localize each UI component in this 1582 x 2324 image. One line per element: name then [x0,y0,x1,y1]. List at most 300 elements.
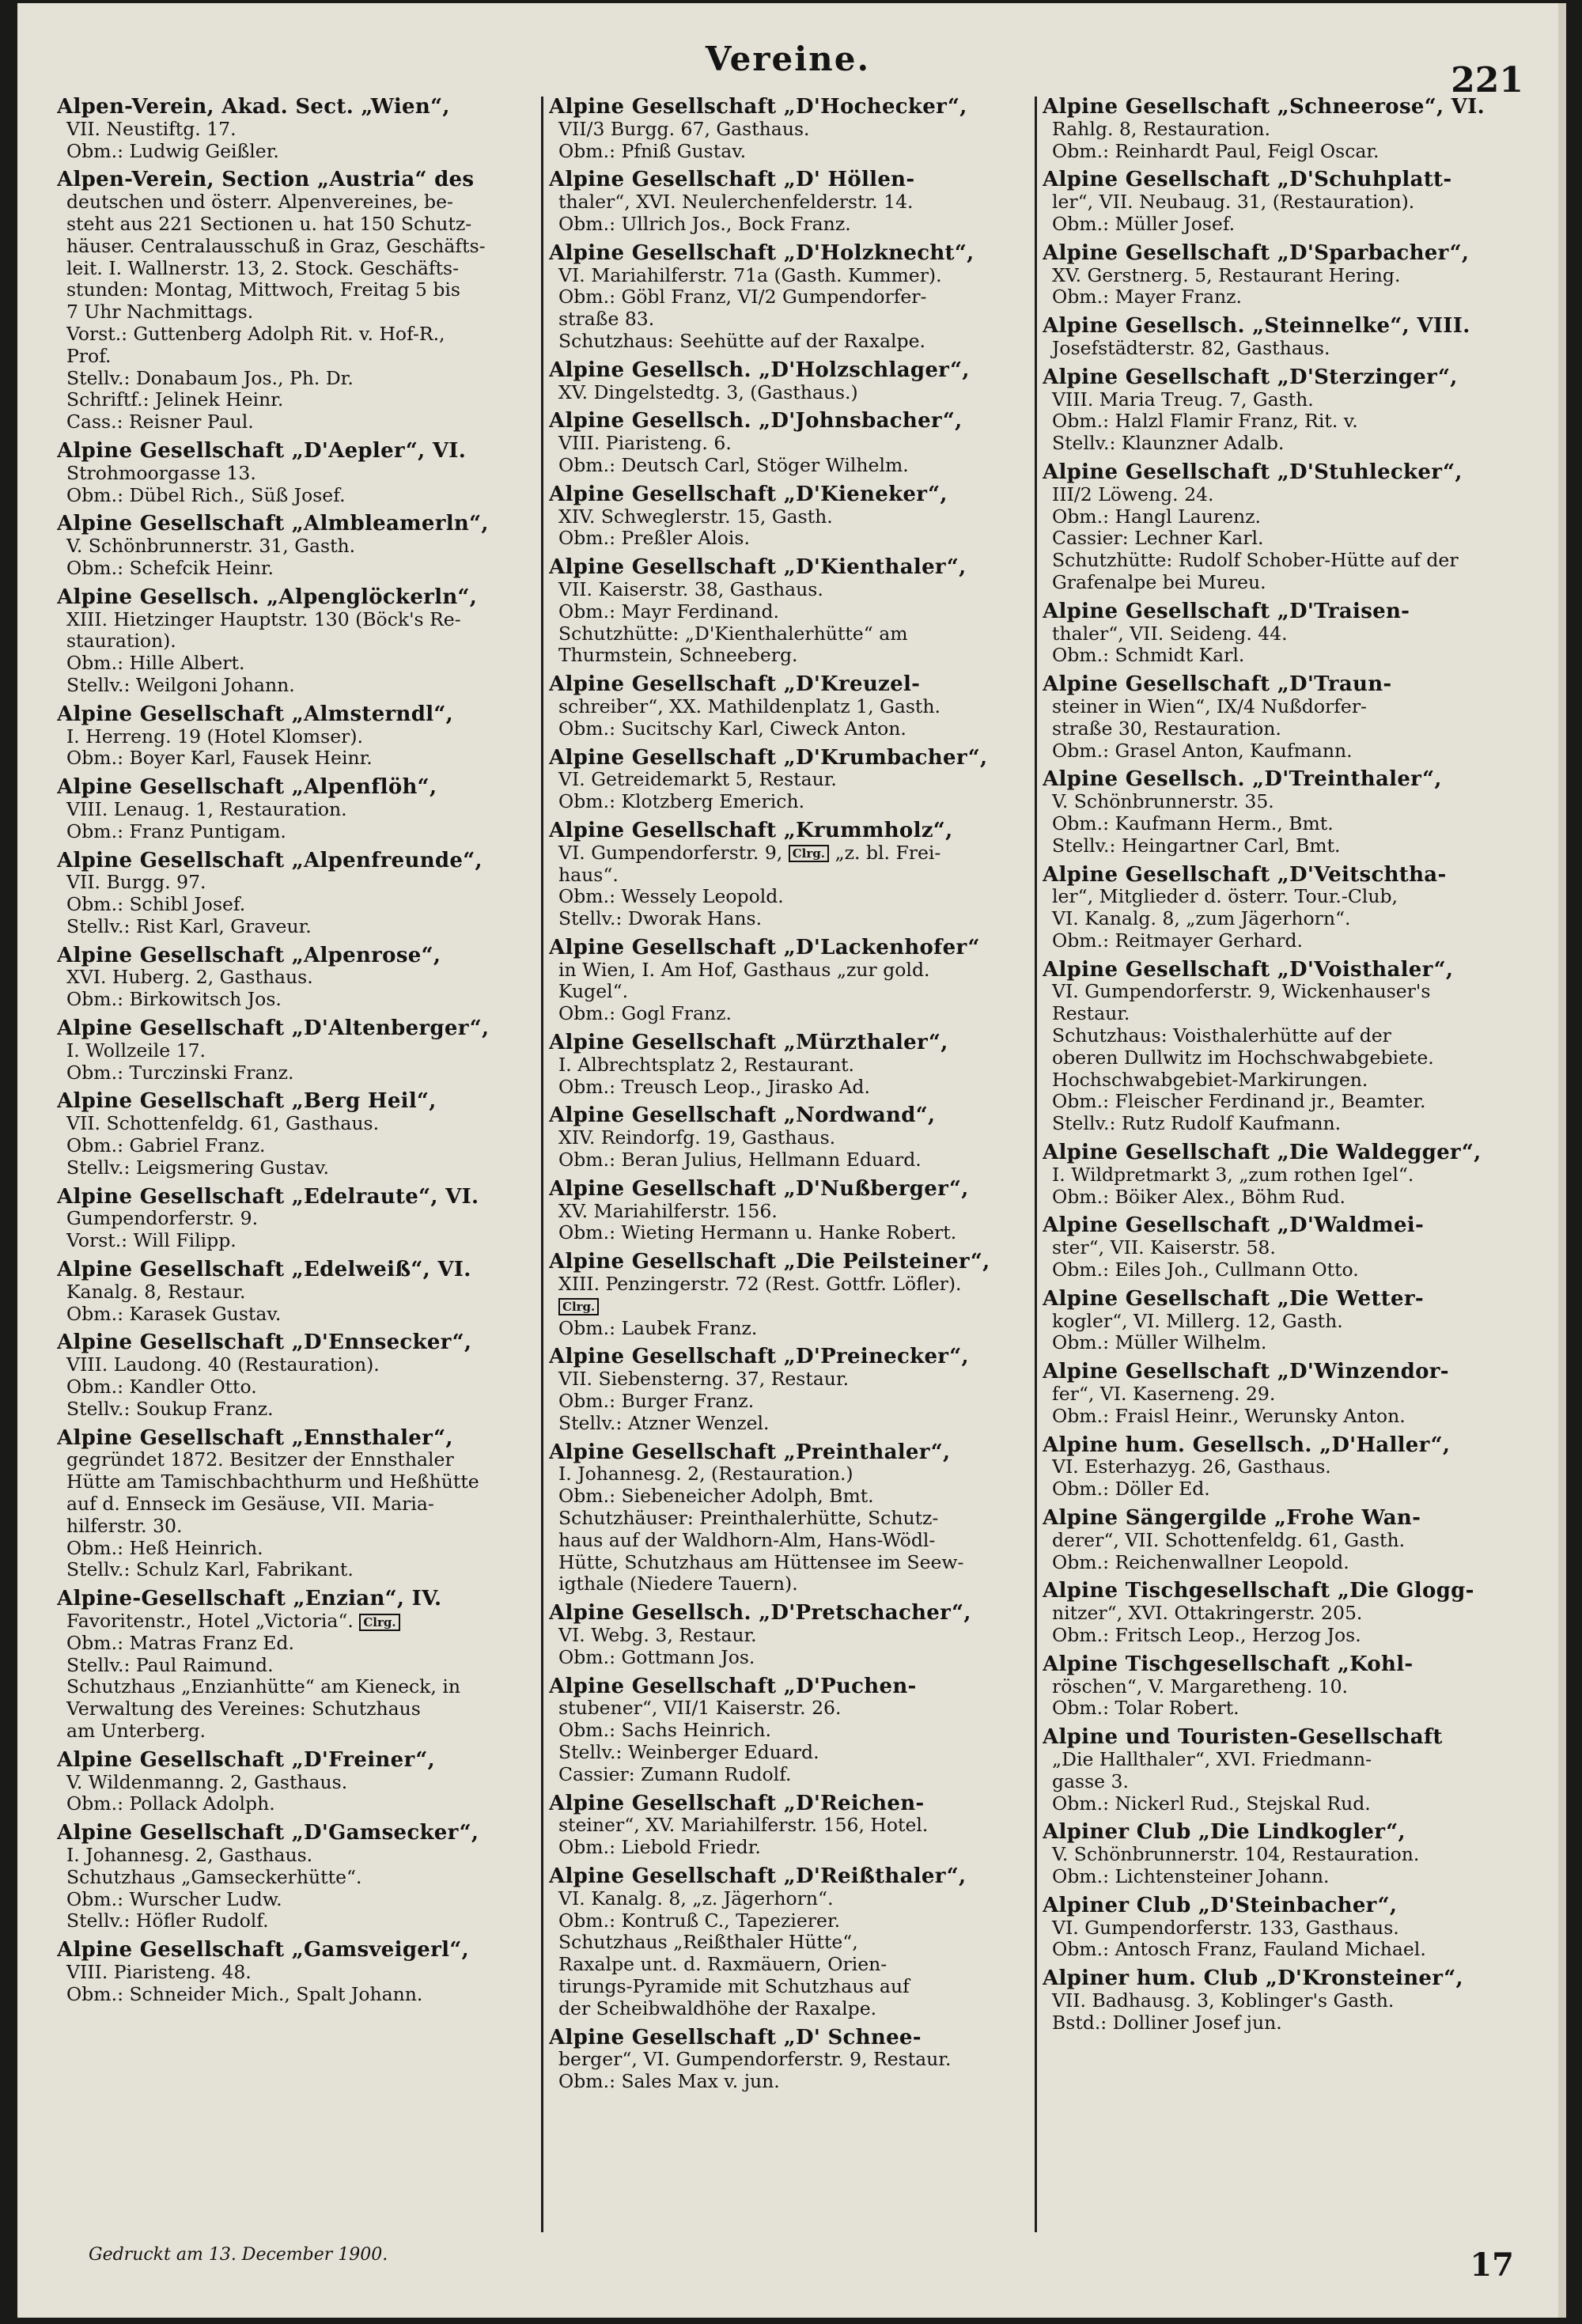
club-name: Alpine Gesellschaft „D'Kreuzel- [549,674,921,696]
club-name: Alpine Gesellschaft „Gamsveigerl“, [57,1940,469,1962]
club-entry [549,243,1035,353]
page-number: 221 [1451,60,1523,100]
club-name: Alpine Gesellschaft „D'Waldmei- [1043,1215,1425,1238]
clearing-stamp: Clrg. [789,845,829,862]
club-detail: Obm.: Karasek Gustav. [66,1303,282,1325]
club-detail: Schutzhaus „Gamseckerhütte“. [66,1866,362,1888]
club-name: Alpine Gesellsch. „Alpenglöckerln“, [57,586,478,609]
club-detail: haus auf der Waldhorn-Alm, Hans-Wödl- [558,1529,936,1551]
club-detail: Hochschwabgebiet-Markirungen. [1052,1069,1368,1091]
club-entry [1043,1968,1528,2034]
club-detail: VII/3 Burgg. 67, Gasthaus. [558,118,810,140]
club-detail: Stellv.: Weilgoni Johann. [66,674,295,696]
club-detail: Obm.: Gottmann Jos. [558,1646,755,1668]
club-detail: Prof. [66,345,112,367]
club-detail: Thurmstein, Schneeberg. [558,645,798,667]
club-detail: Schutzhaus „Reißthaler Hütte“, [558,1932,858,1954]
club-detail: Obm.: Müller Wilhelm. [1052,1332,1267,1354]
club-entry [1043,1289,1528,1354]
club-entry [549,1676,1035,1786]
club-name: Alpine Gesellsch. „D'Holzschlager“, [549,359,970,382]
club-entry [1043,243,1528,308]
club-detail: XVI. Huberg. 2, Gasthaus. [66,967,313,989]
club-entry [1043,1142,1528,1208]
club-name: Alpine Gesellschaft „D' Höllen- [549,169,915,192]
club-entry [57,1822,543,1932]
club-detail: Stellv.: Atzner Wenzel. [558,1412,770,1434]
club-entry [57,1091,543,1179]
club-detail: Obm.: Turczinski Franz. [66,1062,294,1084]
club-detail: Obm.: Sachs Heinrich. [558,1720,771,1742]
clearing-stamp: Clrg. [359,1614,399,1631]
club-detail: VIII. Piaristeng. 6. [558,433,732,455]
club-name: Alpine Gesellschaft „D' Schnee- [549,2027,922,2050]
club-detail: Obm.: Lichtensteiner Johann. [1052,1865,1330,1887]
club-entry [1043,1654,1528,1720]
club-name: Alpine Gesellschaft „Nordwand“, [549,1105,936,1128]
club-detail: steht aus 221 Sectionen u. hat 150 Schutz- [66,213,472,235]
club-entry [549,937,1035,1025]
club-detail: VIII. Laudong. 40 (Restauration). [66,1354,380,1376]
club-detail: am Unterberg. [66,1720,206,1742]
club-name: Alpine Gesellschaft „Die Peilsteiner“, [549,1251,990,1274]
club-detail: III/2 Löweng. 24. [1052,483,1214,505]
page-title: Vereine. [705,40,871,78]
club-entry [549,1346,1035,1434]
club-entry [1043,1435,1528,1501]
club-entry [549,820,1035,930]
club-entry [549,360,1035,404]
club-detail: Bstd.: Dolliner Josef jun. [1052,2012,1282,2034]
club-detail: Obm.: Kontruß C., Tapezierer. [558,1910,841,1932]
club-detail: Stellv.: Weinberger Eduard. [558,1741,819,1763]
club-detail: V. Schönbrunnerstr. 31, Gasth. [66,536,356,558]
club-detail: Obm.: Reichenwallner Leopold. [1052,1551,1349,1573]
club-detail: Stellv.: Leigsmering Gustav. [66,1156,329,1179]
club-detail: Obm.: Matras Franz Ed. [66,1632,294,1654]
club-detail: V. Wildenmanng. 2, Gasthaus. [66,1771,348,1793]
club-detail: Kugel“. [558,981,629,1003]
club-entry [549,2027,1035,2093]
club-name: Alpine Gesellschaft „D'Winzendor- [1043,1361,1449,1384]
club-name: Alpiner hum. Club „D'Kronsteiner“, [1043,1968,1463,1990]
club-detail: I. Albrechtsplatz 2, Restaurant. [558,1054,854,1076]
club-detail: schreiber“, XX. Mathildenplatz 1, Gasth. [558,695,940,717]
club-detail: Obm.: Reitmayer Gerhard. [1052,929,1303,952]
club-name: Alpine Gesellschaft „D'Lackenhofer“ [549,937,980,960]
club-detail: VII. Neustiftg. 17. [66,118,237,140]
club-detail: Kanalg. 8, Restaur. [66,1281,246,1303]
club-detail: steiner“, XV. Mariahilferstr. 156, Hotel. [558,1815,929,1837]
club-entry [549,411,1035,476]
club-detail: XIV. Reindorfg. 19, Gasthaus. [558,1127,836,1149]
club-entry [57,1940,543,2005]
club-detail: I. Herreng. 19 (Hotel Klomser). [66,725,363,748]
club-entry [1043,960,1528,1135]
club-entry [549,1032,1035,1098]
club-name: Alpine Gesellschaft „D'Veitschtha- [1043,864,1447,887]
club-detail: Obm.: Pfniß Gustav. [558,140,747,162]
club-name: Alpine Gesellschaft „Mürzthaler“, [549,1032,948,1054]
club-detail: stunden: Montag, Mittwoch, Freitag 5 bis [66,279,460,301]
club-entry [1043,674,1528,762]
club-entry [57,1588,543,1743]
club-detail: VI. Kanalg. 8, „zum Jägerhorn“. [1052,908,1351,930]
club-detail: stauration). [66,630,176,653]
club-name: Alpine Sängergilde „Frohe Wan- [1043,1508,1421,1530]
club-name: Alpen-Verein, Akad. Sect. „Wien“, [57,97,450,119]
club-detail: Obm.: Gogl Franz. [558,1003,732,1025]
club-name: Alpiner Club „D'Steinbacher“, [1043,1894,1398,1917]
club-entry [1043,1215,1528,1281]
club-detail: Cass.: Reisner Paul. [66,411,254,433]
club-detail: XIV. Schweglerstr. 15, Gasth. [558,505,833,528]
club-detail: Obm.: Sales Max v. jun. [558,2071,780,2093]
club-detail: Obm.: Preßler Alois. [558,528,750,550]
club-entry [57,513,543,579]
club-detail: Obm.: Ludwig Geißler. [66,140,279,162]
club-entry [549,1179,1035,1244]
club-detail: igthale (Niedere Tauern). [558,1573,798,1595]
club-entry [549,748,1035,813]
club-name: Alpiner Club „Die Lindkogler“, [1043,1822,1406,1845]
club-detail: Schutzhaus: Voisthalerhütte auf der [1052,1025,1391,1047]
club-detail: fer“, VI. Kaserneng. 29. [1052,1383,1276,1406]
club-name: Alpine Gesellschaft „Edelweiß“, VI. [57,1259,471,1281]
club-detail: berger“, VI. Gumpendorferstr. 9, Restaur. [558,2049,952,2071]
club-detail: kogler“, VI. Millerg. 12, Gasth. [1052,1310,1343,1332]
club-detail: hilferstr. 30. [66,1515,183,1537]
club-detail: Verwaltung des Vereines: Schutzhaus [66,1698,421,1720]
club-detail: ler“, Mitglieder d. österr. Tour.-Club, [1052,886,1398,908]
club-detail: straße 30, Restauration. [1052,717,1281,740]
club-name: Alpine Tischgesellschaft „Die Glogg- [1043,1580,1474,1603]
club-detail: Obm.: Gabriel Franz. [66,1135,266,1157]
club-detail: Schutzhäuser: Preinthalerhütte, Schutz- [558,1508,939,1530]
club-name: Alpine Gesellschaft „Alpenfreunde“, [57,850,483,872]
club-detail: ler“, VII. Neubaug. 31, (Restauration). [1052,191,1415,214]
club-detail: Obm.: Heß Heinrich. [66,1537,263,1559]
club-detail: Obm.: Ullrich Jos., Bock Franz. [558,213,851,235]
club-detail: VI. Getreidemarkt 5, Restaur. [558,769,837,791]
club-detail: I. Johannesg. 2, Gasthaus. [66,1844,313,1866]
club-name: Alpine Gesellschaft „D'Traun- [1043,674,1392,696]
club-entry [549,1866,1035,2020]
club-entry [1043,1822,1528,1887]
club-name: Alpine Gesellschaft „Alpenrose“, [57,944,441,967]
club-detail: VI. Webg. 3, Restaur. [558,1625,757,1646]
club-name: Alpine Gesellschaft „D'Gamsecker“, [57,1822,479,1845]
sheet-number: 17 [1470,2246,1514,2284]
club-detail: Obm.: Böiker Alex., Böhm Rud. [1052,1186,1345,1208]
club-name: Alpine Gesellschaft „D'Ennsecker“, [57,1332,472,1355]
club-detail: thaler“, XVI. Neulerchenfelderstr. 14. [558,191,914,214]
column-right [1043,97,1528,2042]
club-detail: Obm.: Boyer Karl, Fausek Heinr. [66,748,373,770]
club-detail: Stellv.: Paul Raimund. [66,1654,274,1676]
club-name: Alpine Gesellschaft „D'Voisthaler“, [1043,959,1454,982]
club-detail: Obm.: Kaufmann Herm., Bmt. [1052,812,1334,835]
club-name: Alpine Gesellschaft „Schneerose“, VI. [1043,97,1485,119]
club-entry [1043,1508,1528,1573]
club-entry [549,1442,1035,1596]
club-detail: VI. Gumpendorferstr. 133, Gasthaus. [1052,1917,1399,1939]
club-detail: Obm.: Hille Albert. [66,653,245,675]
club-entry [57,777,543,842]
club-detail: Stellv.: Soukup Franz. [66,1398,274,1420]
club-name: Alpine Gesellsch. „Steinnelke“, VIII. [1043,316,1470,338]
club-entry [57,97,543,162]
clearing-stamp: Clrg. [558,1298,599,1315]
club-entry [1043,601,1528,667]
club-detail: deutschen und österr. Alpenvereines, be- [66,191,453,214]
club-detail: gasse 3. [1052,1770,1129,1792]
club-detail: XIII. Penzingerstr. 72 (Rest. Gottfr. Löfler). [558,1274,962,1296]
club-detail: VII. Badhausg. 3, Koblinger's Gasth. [1052,1989,1395,2012]
club-name: Alpine Gesellschaft „D'Altenberger“, [57,1018,490,1040]
club-name: Alpen-Verein, Section „Austria“ des [57,169,475,192]
club-entry [57,945,543,1011]
club-name: Alpine Gesellschaft „Alpenflöh“, [57,777,437,799]
club-entry [549,169,1035,235]
club-detail: Stellv.: Schulz Karl, Fabrikant. [66,1559,354,1581]
club-entry [1043,1580,1528,1646]
club-detail: I. Johannesg. 2, (Restauration.) [558,1463,853,1486]
club-name: Alpine Gesellschaft „D'Traisen- [1043,600,1410,623]
club-detail: ster“, VII. Kaiserstr. 58. [1052,1237,1276,1259]
club-detail: Obm.: Göbl Franz, VI/2 Gumpendorfer- [558,286,927,308]
club-name: Alpine Gesellschaft „Die Wetter- [1043,1288,1424,1311]
club-detail: I. Wollzeile 17. [66,1039,206,1062]
club-entry [57,1018,543,1084]
club-detail: VI. Mariahilferstr. 71a (Gasth. Kummer). [558,264,942,286]
club-detail: röschen“, V. Margaretheng. 10. [1052,1675,1349,1698]
club-entry [1043,1895,1528,1961]
club-entry [57,1332,543,1420]
club-detail: Obm.: Schneider Mich., Spalt Johann. [66,1983,423,2005]
club-detail: tirungs-Pyramide mit Schutzhaus auf [558,1975,910,1997]
club-detail: Obm.: Wessely Leopold. [558,886,784,908]
club-detail: haus“. [558,864,619,886]
club-detail: VII. Schottenfeldg. 61, Gasthaus. [66,1113,380,1135]
club-detail: Stellv.: Dworak Hans. [558,908,763,930]
club-detail: Grafenalpe bei Mureu. [1052,571,1266,593]
club-detail: Obm.: Fritsch Leop., Herzog Jos. [1052,1625,1361,1646]
club-detail: Obm.: Franz Puntigam. [66,820,286,842]
club-detail: Obm.: Pollack Adolph. [66,1793,275,1815]
club-name: Alpine Gesellschaft „D'Sparbacher“, [1043,242,1470,265]
club-name: Alpine Gesellschaft „Krummholz“, [549,819,953,842]
club-detail: Obm.: Kandler Otto. [66,1376,257,1399]
club-detail: VII. Kaiserstr. 38, Gasthaus. [558,578,823,600]
club-detail: XV. Gerstnerg. 5, Restaurant Hering. [1052,264,1401,286]
club-detail: „Die Hallthaler“, XVI. Friedmann- [1052,1748,1372,1770]
club-name: Alpine-Gesellschaft „Enzian“, IV. [57,1588,442,1611]
club-detail: Cassier: Lechner Karl. [1052,528,1264,550]
club-entry [1043,462,1528,594]
club-entry [1043,169,1528,235]
club-name: Alpine Gesellsch. „D'Johnsbacher“, [549,411,963,433]
club-entry [1043,1361,1528,1427]
column-middle [549,97,1035,2100]
club-entry [549,1603,1035,1668]
club-name: Alpine Gesellschaft „Die Waldegger“, [1043,1142,1482,1164]
club-detail: Schriftf.: Jelinek Heinr. [66,389,284,411]
club-detail: in Wien, I. Am Hof, Gasthaus „zur gold. [558,959,930,981]
club-detail: Stellv.: Heingartner Carl, Bmt. [1052,835,1341,857]
club-detail: VI. Gumpendorferstr. 9, Clrg. „z. bl. Frei- [558,842,941,864]
club-detail: Josefstädterstr. 82, Gasthaus. [1052,337,1330,359]
club-detail: Schutzhütte: „D'Kienthalerhütte“ am [558,623,908,645]
club-detail: Obm.: Sucitschy Karl, Ciweck Anton. [558,717,906,740]
club-entry [1043,316,1528,360]
club-entry [57,1428,543,1582]
directory-page [17,3,1566,2318]
column-divider [541,97,543,2232]
club-detail: VIII. Piaristeng. 48. [66,1961,252,1983]
club-name: Alpine Gesellschaft „D'Krumbacher“, [549,747,988,770]
club-detail: leit. I. Wallnerstr. 13, 2. Stock. Geschäfts- [66,257,460,279]
club-name: Alpine Tischgesellschaft „Kohl- [1043,1653,1414,1676]
club-name: Alpine Gesellschaft „D'Preinecker“, [549,1346,969,1369]
club-detail: auf d. Ennseck im Gesäuse, VII. Maria- [66,1493,434,1516]
club-detail: Obm.: Siebeneicher Adolph, Bmt. [558,1486,874,1508]
club-name: Alpine Gesellschaft „D'Aepler“, VI. [57,440,467,463]
column-divider [1035,97,1037,2232]
club-detail: Obm.: Wieting Hermann u. Hanke Robert. [558,1222,957,1244]
club-entry [549,97,1035,162]
club-name: Alpine Gesellschaft „D'Hochecker“, [549,97,967,119]
club-entry [57,1187,543,1252]
club-detail: Vorst.: Will Filipp. [66,1230,237,1252]
club-entry [549,674,1035,740]
club-name: Alpine hum. Gesellsch. „D'Haller“, [1043,1434,1451,1457]
club-detail: Obm.: Mayer Franz. [1052,286,1242,308]
club-detail: Vorst.: Guttenberg Adolph Rit. v. Hof-R., [66,323,445,345]
club-entry [1043,769,1528,857]
club-detail: VIII. Maria Treug. 7, Gasth. [1052,388,1314,411]
club-detail: Obm.: Wurscher Ludw. [66,1888,282,1910]
club-detail: Obm.: Eiles Joh., Cullmann Otto. [1052,1259,1359,1281]
club-detail: steiner in Wien“, IX/4 Nußdorfer- [1052,695,1367,717]
club-detail: Stellv.: Rist Karl, Graveur. [66,915,312,937]
club-detail: Obm.: Klotzberg Emerich. [558,791,805,813]
club-detail: V. Schönbrunnerstr. 104, Restauration. [1052,1844,1420,1866]
club-detail: VI. Gumpendorferstr. 9, Wickenhauser's [1052,981,1431,1003]
club-detail: Obm.: Antosch Franz, Fauland Michael. [1052,1939,1426,1961]
club-detail: I. Wildpretmarkt 3, „zum rothen Igel“. [1052,1164,1414,1186]
club-name: Alpine Gesellschaft „Almsterndl“, [57,703,454,726]
club-entry [57,587,543,697]
club-entry [549,484,1035,550]
club-detail: XV. Mariahilferstr. 156. [558,1200,778,1222]
club-detail: Favoritenstr., Hotel „Victoria“. Clrg. [57,1611,543,1633]
club-detail: Stellv.: Donabaum Jos., Ph. Dr. [66,367,354,389]
club-entry [1043,367,1528,455]
club-detail: Obm.: Fleischer Ferdinand jr., Beamter. [1052,1091,1426,1113]
club-name: Alpine Gesellschaft „D'Reichen- [549,1792,925,1815]
club-name: Alpine Gesellsch. „D'Pretschacher“, [549,1603,971,1625]
club-detail: Obm.: Treusch Leop., Jirasko Ad. [558,1076,870,1098]
club-detail: Schutzhaus „Enzianhütte“ am Kieneck, in [66,1676,460,1698]
club-detail: VI. Kanalg. 8, „z. Jägerhorn“. [558,1887,834,1910]
club-detail: VI. Esterhazyg. 26, Gasthaus. [1052,1456,1331,1478]
club-detail: Obm.: Schefcik Heinr. [66,557,274,579]
club-detail: Obm.: Burger Franz. [558,1391,755,1413]
club-entry [549,1105,1035,1171]
club-detail: thaler“, VII. Seideng. 44. [1052,623,1288,645]
club-detail: Obm.: Fraisl Heinr., Werunsky Anton. [1052,1405,1406,1427]
club-detail: Obm.: Müller Josef. [1052,213,1236,235]
club-detail: Obm.: Nickerl Rud., Stejskal Rud. [1052,1792,1371,1815]
club-detail: Obm.: Schibl Josef. [66,894,246,916]
club-detail: Obm.: Hangl Laurenz. [1052,505,1261,528]
club-entry [549,557,1035,667]
club-detail: Rahlg. 8, Restauration. [1052,118,1270,140]
club-detail: Obm.: Schmidt Karl. [1052,645,1245,667]
club-entry [57,1750,543,1815]
club-entry [1043,97,1528,162]
club-detail: Strohmoorgasse 13. [66,462,256,484]
club-detail: V. Schönbrunnerstr. 35. [1052,791,1274,813]
club-detail: gegründet 1872. Besitzer der Ennsthaler [66,1449,454,1471]
column-left [57,97,543,2013]
club-detail: der Scheibwaldhöhe der Raxalpe. [558,1997,877,2019]
club-name: Alpine und Touristen-Gesellschaft [1043,1727,1443,1749]
club-detail: Schutzhütte: Rudolf Schober-Hütte auf der [1052,550,1459,572]
club-name: Alpine Gesellschaft „D'Kieneker“, [549,483,948,506]
club-detail: XV. Dingelstedtg. 3, (Gasthaus.) [558,381,858,403]
club-detail: derer“, VII. Schottenfeldg. 61, Gasth. [1052,1529,1406,1551]
club-detail: Cassier: Zumann Rudolf. [558,1763,792,1785]
club-name: Alpine Gesellschaft „D'Stuhlecker“, [1043,461,1463,484]
club-entry [57,169,543,433]
club-detail: VII. Burgg. 97. [66,872,206,894]
club-entry [549,1793,1035,1859]
club-detail: oberen Dullwitz im Hochschwabgebiete. [1052,1047,1434,1069]
club-detail: Stellv.: Höfler Rudolf. [66,1910,269,1932]
club-name: Alpine Gesellsch. „D'Treinthaler“, [1043,769,1442,792]
club-detail: Raxalpe unt. d. Raxmäuern, Orien- [558,1954,888,1976]
club-detail: Obm.: Mayr Ferdinand. [558,600,780,623]
club-detail: XIII. Hietzinger Hauptstr. 130 (Böck's Re- [66,608,461,630]
club-detail: Hütte am Tamischbachthurm und Heßhütte [66,1471,479,1493]
club-entry [1043,1727,1528,1815]
club-entry [57,1259,543,1325]
club-entry [549,1251,1035,1339]
club-detail: häuser. Centralausschuß in Graz, Geschäfts- [66,235,486,257]
club-entry [57,441,543,506]
club-detail: stubener“, VII/1 Kaiserstr. 26. [558,1698,842,1720]
club-detail: nitzer“, XVI. Ottakringerstr. 205. [1052,1603,1363,1625]
club-name: Alpine Gesellschaft „D'Reißthaler“, [549,1865,967,1888]
club-detail: Obm.: Döller Ed. [1052,1478,1210,1501]
club-name: Alpine Gesellschaft „D'Freiner“, [57,1749,436,1772]
club-detail: VII. Siebensterng. 37, Restaur. [558,1368,850,1391]
club-name: Alpine Gesellschaft „D'Nußberger“, [549,1178,969,1201]
club-detail: Obm.: Dübel Rich., Süß Josef. [66,484,346,506]
print-date: Gedruckt am 13. December 1900. [89,2245,388,2265]
club-detail [549,1296,1035,1318]
club-detail: Obm.: Liebold Friedr. [558,1837,761,1859]
club-detail: Obm.: Tolar Robert. [1052,1698,1239,1720]
club-detail: straße 83. [558,308,655,331]
club-detail: Obm.: Halzl Flamir Franz, Rit. v. [1052,411,1358,433]
club-detail: Obm.: Grasel Anton, Kaufmann. [1052,740,1353,762]
club-detail: Schutzhaus: Seehütte auf der Raxalpe. [558,330,925,352]
club-detail: Gumpendorferstr. 9. [66,1208,259,1230]
club-name: Alpine Gesellschaft „Ennsthaler“, [57,1427,453,1450]
